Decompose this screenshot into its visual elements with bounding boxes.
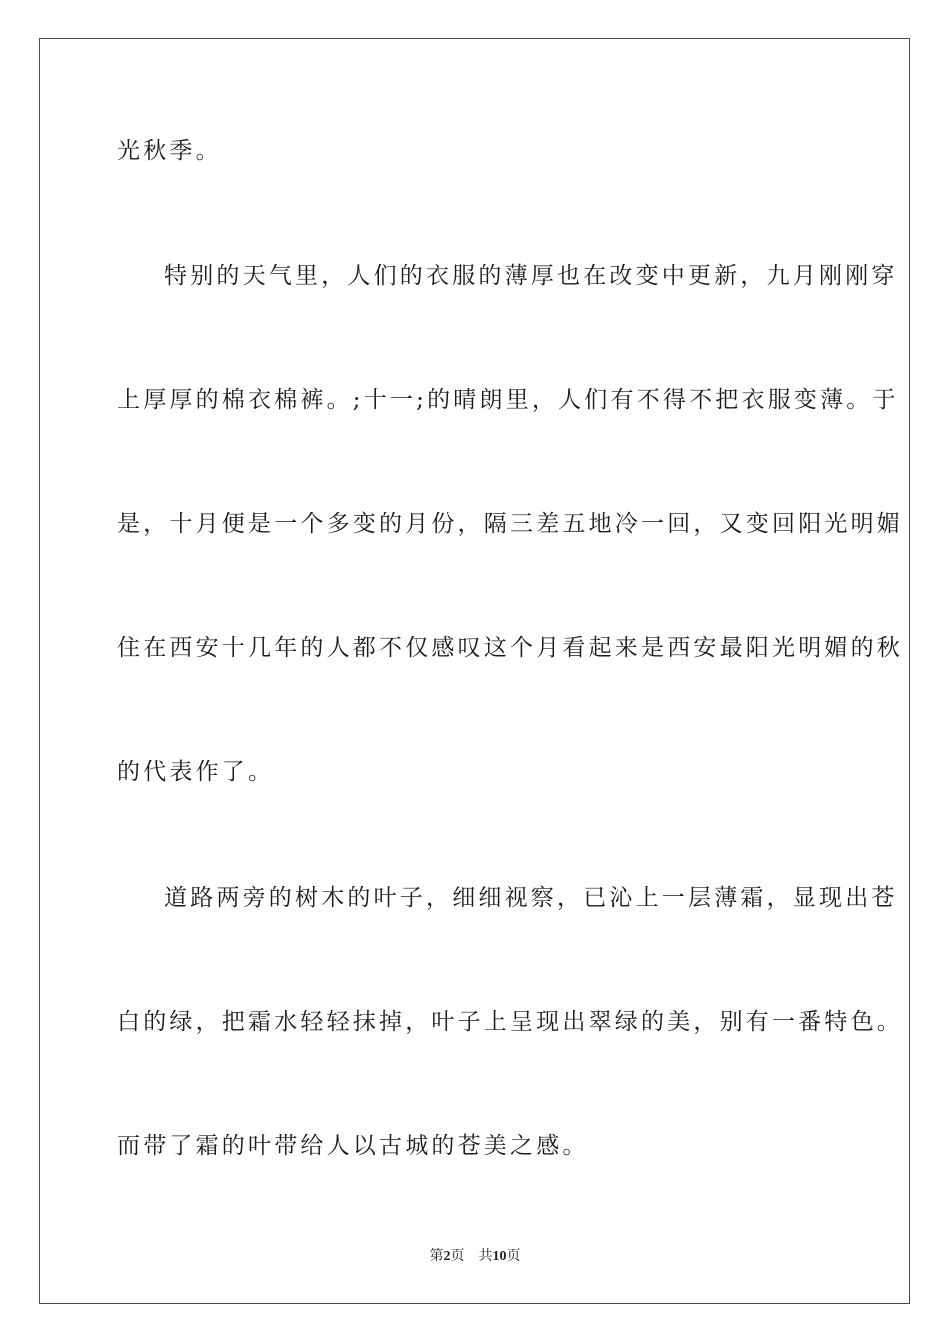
text-line: 的代表作了。 — [117, 759, 275, 785]
text-line: 上厚厚的棉衣棉裤。;十一;的晴朗里，人们有不得不把衣服变薄。于 — [117, 387, 899, 413]
total-pages: 10 — [492, 1249, 507, 1264]
page-footer — [0, 1248, 950, 1266]
text-line: 光秋季。 — [117, 138, 222, 164]
text-line: 住在西安十几年的人都不仅感叹这个月看起来是西安最阳光明媚的秋 — [117, 635, 903, 661]
text-line: 白的绿，把霜水轻轻抹掉，叶子上呈现出翠绿的美，别有一番特色。 — [117, 1009, 903, 1035]
page-border — [39, 38, 910, 1304]
text-line: 而带了霜的叶带给人以古城的苍美之感。 — [117, 1133, 589, 1159]
total-prefix: 共 — [478, 1249, 493, 1264]
paragraph-start-line: 特别的天气里，人们的衣服的薄厚也在改变中更新，九月刚刚穿 — [164, 263, 898, 289]
paragraph-start-line: 道路两旁的树木的叶子，细细视察，已沁上一层薄霜，显现出苍 — [164, 885, 898, 911]
page-prefix: 第 — [429, 1249, 444, 1264]
total-suffix: 页 — [506, 1249, 521, 1264]
page-suffix: 页 — [450, 1249, 465, 1264]
text-line: 是，十月便是一个多变的月份，隔三差五地冷一回，又变回阳光明媚 — [117, 511, 903, 537]
page-number: 2 — [443, 1249, 451, 1264]
